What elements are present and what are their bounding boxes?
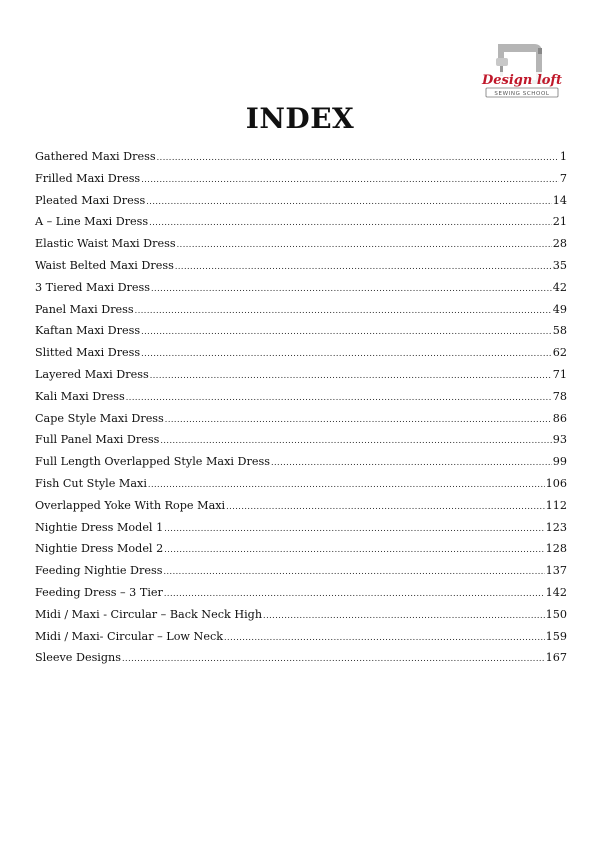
index-entry-label: Overlapped Yoke With Rope Maxi [35, 498, 226, 512]
index-entry [35, 604, 567, 626]
dot-leader [271, 452, 552, 474]
index-entry-page-number: 42 [552, 280, 567, 294]
index-entry-label: Elastic Waist Maxi Dress [35, 237, 176, 251]
index-entry [35, 190, 567, 212]
dot-leader [146, 191, 552, 213]
index-entry-label: 3 Tiered Maxi Dress [35, 280, 151, 294]
dot-leader [165, 409, 552, 431]
index-entry-page-number: 78 [552, 389, 567, 403]
index-entry-page-number: 137 [545, 564, 567, 578]
index-entry [35, 429, 567, 451]
index-entry-page-number: 99 [552, 455, 567, 469]
index-entry [35, 299, 567, 321]
index-entry [35, 495, 567, 517]
index-entry [35, 560, 567, 582]
index-entry-page-number: 167 [545, 651, 567, 665]
dot-leader [263, 605, 545, 627]
index-entry-label: Kaftan Maxi Dress [35, 324, 141, 338]
index-entry-page-number: 142 [545, 585, 567, 599]
index-entry-label: Waist Belted Maxi Dress [35, 258, 174, 272]
dot-leader [224, 627, 545, 649]
dot-leader [141, 321, 552, 343]
dot-leader [149, 212, 552, 234]
sewing-machine-logo-icon [476, 38, 568, 100]
index-entry-label: Feeding Nightie Dress [35, 564, 163, 578]
index-entry-label: Nightie Dress Model 2 [35, 542, 164, 556]
index-entry-label: Full Panel Maxi Dress [35, 433, 160, 447]
index-entry [35, 277, 567, 299]
index-entry [35, 408, 567, 430]
index-entry-page-number: 93 [552, 433, 567, 447]
index-entry [35, 320, 567, 342]
dot-leader [135, 300, 552, 322]
index-entry-page-number: 21 [552, 215, 567, 229]
index-entry-page-number: 14 [552, 193, 567, 207]
index-entry-label: Pleated Maxi Dress [35, 193, 146, 207]
index-entry-page-number: 123 [545, 520, 567, 534]
dot-leader [151, 278, 552, 300]
index-entry-label: Fish Cut Style Maxi [35, 476, 147, 490]
index-entry-page-number: 112 [545, 498, 567, 512]
index-list [35, 146, 567, 669]
dot-leader [148, 474, 545, 496]
index-entry-label: Frilled Maxi Dress [35, 171, 141, 185]
index-entry-page-number: 62 [552, 346, 567, 360]
index-entry [35, 647, 567, 669]
index-entry-label: Midi / Maxi- Circular – Low Neck [35, 629, 224, 643]
dot-leader [160, 430, 551, 452]
dot-leader [226, 496, 545, 518]
index-entry-label: Nightie Dress Model 1 [35, 520, 164, 534]
index-entry-page-number: 1 [559, 150, 567, 163]
index-entry [35, 538, 567, 560]
index-entry-page-number: 159 [545, 629, 567, 643]
index-entry-label: Panel Maxi Dress [35, 302, 134, 316]
index-entry-label: Sleeve Designs [35, 651, 121, 665]
index-entry-label: A – Line Maxi Dress [35, 215, 149, 229]
index-entry [35, 386, 567, 408]
index-entry-page-number: 49 [552, 302, 567, 316]
brand-subtitle: SEWING SCHOOL [494, 91, 550, 97]
dot-leader [157, 147, 559, 169]
dot-leader [164, 583, 545, 605]
index-entry [35, 146, 567, 168]
dot-leader [126, 387, 552, 409]
index-entry [35, 582, 567, 604]
dot-leader [150, 365, 552, 387]
index-entry-page-number: 7 [559, 171, 567, 185]
dot-leader [141, 343, 552, 365]
index-entry [35, 517, 567, 539]
dot-leader [141, 169, 559, 191]
index-entry-page-number: 150 [545, 607, 567, 621]
index-entry [35, 364, 567, 386]
index-entry-page-number: 35 [552, 258, 567, 272]
index-entry [35, 473, 567, 495]
index-entry-page-number: 106 [545, 476, 567, 490]
index-entry-page-number: 28 [552, 237, 567, 251]
index-entry [35, 168, 567, 190]
brand-name: Design loft [481, 73, 563, 88]
index-entry-page-number: 71 [552, 367, 567, 381]
index-entry-label: Kali Maxi Dress [35, 389, 125, 403]
index-entry-page-number: 58 [552, 324, 567, 338]
index-entry-label: Full Length Overlapped Style Maxi Dress [35, 455, 270, 469]
index-entry [35, 255, 567, 277]
index-entry-label: Feeding Dress – 3 Tier [35, 585, 163, 599]
index-entry-label: Midi / Maxi - Circular – Back Neck High [35, 607, 263, 621]
index-entry-label: Cape Style Maxi Dress [35, 411, 164, 425]
index-entry [35, 451, 567, 473]
dot-leader [177, 234, 552, 256]
index-entry [35, 342, 567, 364]
index-entry [35, 233, 567, 255]
dot-leader [164, 539, 544, 561]
index-entry-page-number: 128 [545, 542, 567, 556]
brand-logo [476, 38, 568, 100]
dot-leader [163, 561, 544, 583]
index-entry-label: Gathered Maxi Dress [35, 150, 156, 163]
index-entry [35, 626, 567, 648]
index-entry-page-number: 86 [552, 411, 567, 425]
index-entry [35, 211, 567, 233]
dot-leader [164, 518, 544, 540]
dot-leader [175, 256, 552, 278]
page-title: INDEX [245, 102, 355, 135]
index-entry-label: Layered Maxi Dress [35, 367, 149, 381]
dot-leader [122, 648, 545, 670]
index-entry-label: Slitted Maxi Dress [35, 346, 141, 360]
